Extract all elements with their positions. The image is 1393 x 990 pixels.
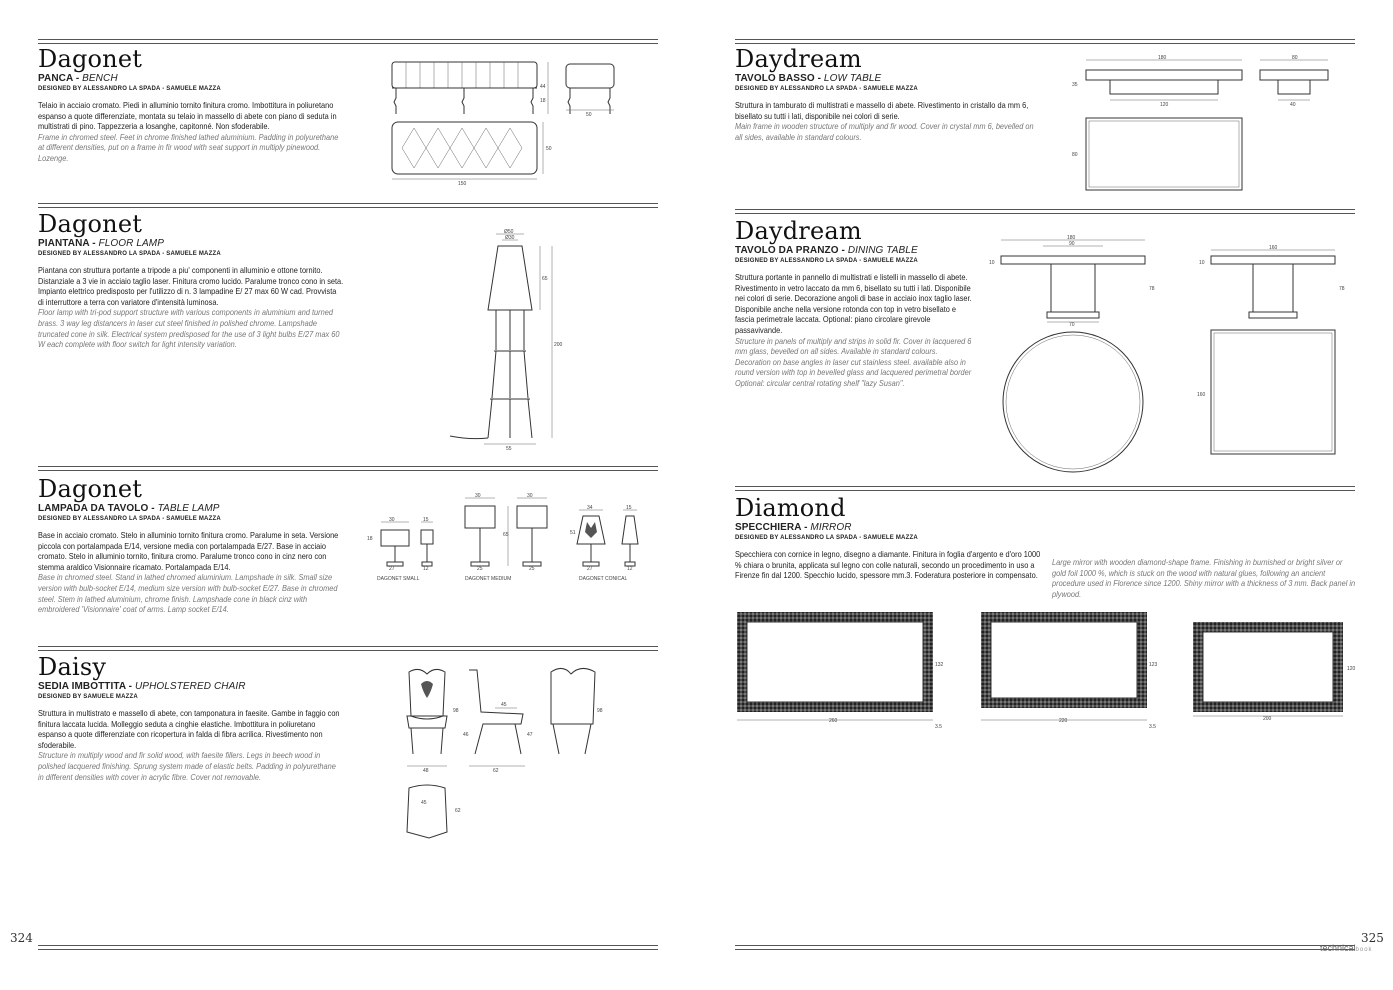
dim-m3-w: 200 (1263, 716, 1272, 722)
product-title: Daydream (735, 45, 862, 73)
dim-h: 35 (1072, 82, 1078, 88)
divider (38, 945, 658, 950)
dim-d: 62 (493, 768, 499, 774)
dining-table-drawing (985, 234, 1345, 479)
low-table-drawing (1070, 56, 1345, 196)
designer: DESIGNED BY ALESSANDRO LA SPADA - SAMUELE MAZZA (38, 516, 221, 522)
designer: DESIGNED BY ALESSANDRO LA SPADA - SAMUELE MAZZA (38, 86, 221, 92)
dim-base: 70 (1069, 322, 1075, 328)
product-type: TAVOLO BASSO - LOW TABLE (735, 73, 882, 84)
dim-m1-h: 132 (935, 662, 944, 668)
divider (38, 646, 658, 651)
dim-w: 180 (1158, 55, 1167, 61)
chair-drawing (395, 662, 615, 842)
dim-h: 78 (1149, 286, 1155, 292)
description-en: Structure in multiply wood and fir solid wood, with faesite fillers. Legs in beech wood in polished lacquered finishing. Sprung system made of elastic belts. Padding in polyurethane in different densities with cover in acrylic fibre. Cover not removable. (38, 750, 336, 782)
divider (38, 39, 658, 44)
dim-s-b1: 27 (389, 566, 395, 572)
product-type: LAMPADA DA TAVOLO - TABLE LAMP (38, 503, 220, 514)
dim-h1: 44 (540, 84, 546, 90)
description-it: Struttura portante in pannello di multistrati e listelli in massello di abete. Rivestimento in vetro laccato da mm 6, bisellato su tutti i lati. Disponibile nei colori di serie. Decorazione angoli di base in acciaio inox taglio laser. Disponibile anche nella versione rotonda con top in vetro bisellato e fascia perimetrale laccata. Optional: piano circolare girevole passavivande. (735, 272, 972, 335)
dim-m2-t: 3.5 (1149, 724, 1156, 730)
divider (735, 486, 1355, 491)
dim-h2: 200 (554, 342, 563, 348)
dim-w: 48 (423, 768, 429, 774)
description-en: Structure in panels of multiply and strips in solid fir. Cover in lacquered 6 mm glass, bevelled on all sides. Available in standard colours. Decoration on base angles in laser cut stainless steel. available also in round version with top in bevelled glass and lacquered perimetral border Optional: circular central rotating shelf "lazy Susan". (735, 335, 972, 388)
dim-s-b2: 12 (423, 566, 429, 572)
designer: DESIGNED BY ALESSANDRO LA SPADA - SAMUELE MAZZA (735, 258, 918, 264)
divider (735, 209, 1355, 214)
dim-m-w: 30 (475, 493, 481, 499)
dim-m1-t: 3.5 (935, 724, 942, 730)
dim-m-h: 65 (503, 532, 509, 538)
product-dagonet-bench (38, 46, 348, 164)
dim-s-h: 18 (367, 536, 373, 542)
description-en: Frame in chromed steel. Feet in chrome finished lathed aluminium. Padding in polyurethane at different densities, put on a frame in fir wood with seat support in multiply pinewood. Lozenge. (38, 131, 339, 163)
dim-h2: 18 (540, 98, 546, 104)
product-type: PIANTANA - FLOOR LAMP (38, 238, 165, 249)
dim-c-w1: 34 (587, 505, 593, 511)
product-title: Dagonet (38, 210, 143, 238)
product-type: SEDIA IMBOTTITA - UPHOLSTERED CHAIR (38, 681, 246, 692)
product-title: Dagonet (38, 475, 143, 503)
product-daisy (38, 654, 348, 782)
description-it: Specchiera con cornice in legno, disegno a diamante. Finitura in foglia d'argento e d'oro 1000 % chiara o brunita, applicata sul legno con colle naturali, secondo un procedimento in uso a Firenze fin dal 1200. Specchio lucido, spessore mm.3. Foderatura posteriore in compensato. (735, 549, 1041, 581)
table-lamp-drawing (365, 494, 655, 589)
product-diamond (735, 494, 1356, 599)
divider (735, 945, 1355, 950)
dim-m2-w: 220 (1059, 718, 1068, 724)
dim-h1: 65 (542, 276, 548, 282)
dim-d-top: 62 (455, 808, 461, 814)
dim-c-b2: 12 (627, 566, 633, 572)
page-number-left: 324 (10, 931, 33, 945)
dim-s3: 47 (527, 732, 533, 738)
dim-h: 98 (453, 708, 459, 714)
label-medium: DAGONET MEDIUM (465, 576, 512, 582)
designer: DESIGNED BY SAMUELE MAZZA (38, 694, 138, 700)
description-en: Floor lamp with tri-pod support structure with various components in aluminium and turned brass. 3 way leg distancers in laser cut steel finished in polished chrome. Lampshade truncated cone in silk. Electrical system predisposed for the use of 3 light bulbs E/27 max 60 W each complete with floor switch for light intensity variation. (38, 307, 340, 350)
product-title: Diamond (735, 494, 846, 522)
description-it: Piantana con struttura portante a tripode a piu' componenti in alluminio e ottone tornito. Distanziale a 3 vie in acciaio taglio laser. Finitura cromo lucido. Paralume tronco cono in seta. Impianto elettrico predisposto per l'utilizzo di n. 3 lampadine E/ 27 max 60 W cad. Provvista di interruttore a terra con variatore d'intensità luminosa. (38, 265, 344, 307)
product-title: Daydream (735, 217, 862, 245)
dim-c-w2: 15 (626, 505, 632, 511)
brand-sub: book (1355, 947, 1373, 953)
dim-w: 150 (458, 181, 467, 187)
dim-c-b1: 27 (587, 566, 593, 572)
description-en: Base in chromed steel. Stand in lathed chromed aluminium. Lampshade in silk. Small size version with bulb-socket E/14, medium size version with bulb-socket E/27. Base in chromed steel. Stem in lathed aluminium, chrome finish. Lampshade cone in black cinz with embroidered 'Visionnaire' coat of arms. Lamp socket E/14. (38, 572, 338, 615)
description-en: Main frame in wooden structure of multiply and fir wood. Cover in crystal mm 6, bevelled on all sides, available in standard colours. (735, 121, 1034, 142)
dim-side-b: 40 (1290, 102, 1296, 108)
divider (38, 466, 658, 471)
dim-d2: Ø30 (505, 235, 515, 241)
dim-side-w: 50 (586, 112, 592, 118)
designer: DESIGNED BY ALESSANDRO LA SPADA - SAMUELE MAZZA (38, 251, 221, 257)
dim-d1: Ø50 (504, 229, 514, 235)
floor-lamp-drawing (440, 228, 570, 453)
product-title: Dagonet (38, 45, 143, 73)
dim-m-b-2: 25 (529, 566, 535, 572)
dim-h-2: 78 (1339, 286, 1345, 292)
brand-mark (1320, 943, 1373, 953)
dim-side: 80 (1292, 55, 1298, 61)
dim-m3-h: 120 (1347, 666, 1356, 672)
dim-c-h: 51 (570, 530, 576, 536)
dim-m1-w: 260 (829, 718, 838, 724)
dim-w2: 160 (1269, 245, 1278, 251)
label-small: DAGONET SMALL (377, 576, 420, 582)
product-type: SPECCHIERA - MIRROR (735, 522, 852, 533)
dim-m-b: 25 (477, 566, 483, 572)
product-title: Daisy (38, 653, 107, 681)
dim-s2: 45 (501, 702, 507, 708)
product-dagonet-floor-lamp (38, 211, 348, 350)
dim-s-w1: 30 (389, 517, 395, 523)
product-dagonet-table-lamp (38, 476, 348, 615)
dim-w1: 180 (1067, 235, 1076, 241)
dim-t-2: 10 (1199, 260, 1205, 266)
brand-main: technical (1320, 943, 1356, 953)
dim-d: 80 (1072, 152, 1078, 158)
dim-d2: 160 (1197, 392, 1206, 398)
dim-seat: 46 (463, 732, 469, 738)
description-en: Large mirror with wooden diamond-shape frame. Finishing in burnished or bright silver or gold foil 1000 %, which is stuck on the wood with natural glues, following an ancient procedure used in Florence since 1200. Shiny mirror with a thickness of 3 mm. Back panel in plywood. (1052, 557, 1356, 599)
designer: DESIGNED BY ALESSANDRO LA SPADA - SAMUELE MAZZA (735, 86, 918, 92)
dim-d: 50 (546, 146, 552, 152)
dim-m-w-2: 30 (527, 493, 533, 499)
dim-w1b: 90 (1069, 241, 1075, 247)
page-number-right: 325 (1361, 931, 1384, 945)
dim-s-w2: 15 (423, 517, 429, 523)
description-it: Base in acciaio cromato. Stelo in alluminio tornito finitura cromo. Paralume in seta. Versione piccola con portalampada E/14, versione media con portalampada E/27. Base in acciaio cromato. Stelo in alluminio tornito, finitura cromo. Paralume tronco cono in cinz nero con stemma araldico Visionnaire ricamato. Portalampada E/14. (38, 530, 339, 572)
dim-top: 45 (421, 800, 427, 806)
mirror-drawing (735, 608, 1355, 738)
dim-m2-h: 123 (1149, 662, 1158, 668)
product-type: PANCA - BENCH (38, 73, 118, 84)
dim-h-back: 98 (597, 708, 603, 714)
description-it: Struttura in tamburato di multistrati e massello di abete. Rivestimento in cristallo da mm 6, bisellato su tutti i lati, disponibile nei colori di serie. (735, 100, 1029, 121)
product-daydream-low-table (735, 46, 1045, 142)
dim-base: 120 (1160, 102, 1169, 108)
description-it: Struttura in multistrato e massello di abete, con tamponatura in faesite. Gambe in faggio con finitura laccata lucida. Molleggio seduta a cinghie elastiche. Imbottitura in poliuretano espanso a quote differenziate con ricopertura in falda di fibra acrilica. Rivestimento non sfoderabile. (38, 708, 340, 750)
divider (38, 203, 658, 208)
product-type: TAVOLO DA PRANZO - DINING TABLE (735, 245, 918, 256)
dim-t: 10 (989, 260, 995, 266)
bench-drawing (388, 58, 658, 188)
description-it: Telaio in acciaio cromato. Piedi in alluminio tornito finitura cromo. Imbottitura in poliuretano espanso a quote differenziate, montata su telaio in massello di abete con piano di seduta in multistrati di pino. Tappezzeria a losanghe, capitonné. Non sfoderabile. (38, 100, 337, 132)
divider (735, 39, 1355, 44)
dim-base: 55 (506, 446, 512, 452)
label-conical: DAGONET CONICAL (579, 576, 628, 582)
designer: DESIGNED BY ALESSANDRO LA SPADA - SAMUELE MAZZA (735, 535, 918, 541)
